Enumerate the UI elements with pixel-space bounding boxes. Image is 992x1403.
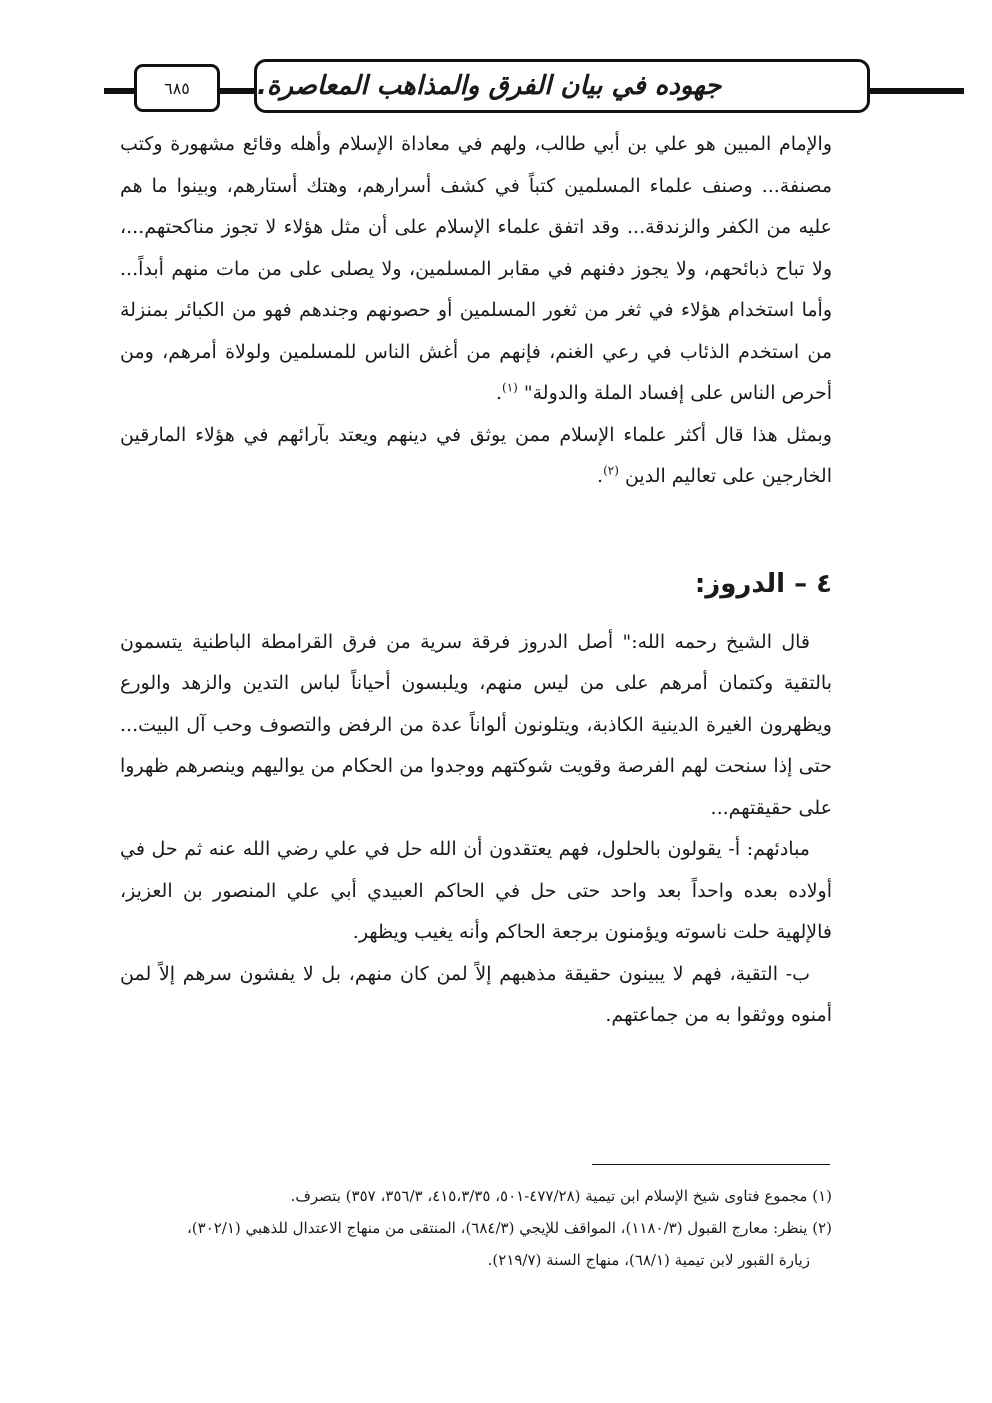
footnote-ref-2: (٢) (603, 463, 619, 478)
paragraph-principle-b: ب- التقية، فهم لا يبينون حقيقة مذهبهم إلاً لمن كان منهم، بل لا يفشون سرهم إلاً لمن أمنوه ووثقوا به من جماعتهم. (120, 962, 832, 1026)
running-title-box (254, 59, 870, 113)
paragraph-quote-continuation: والإمام المبين هو علي بن أبي طالب، ولهم في معاداة الإسلام وأهله وقائع مشهورة وكتب مصنفة... وصنف علماء المسلمين كتباً في كشف أسرارهم، وهتك أستارهم، وبينوا ما هم عليه من الكفر والزندقة... وقد اتفق علماء الإسلام على أن مثل هؤلاء لا تجوز مناكحتهم...، ولا تباح ذبائحهم، ولا يجوز دفنهم في مقابر المسلمين، ولا يصلى على من مات منهم أبداً... وأما استخدام هؤلاء في ثغر من ثغور المسلمين أو حصونهم وجندهم فهو من الكبائر بمنزلة من استخدم الذئاب في رعي الغنم، فإنهم من أغش الناس للمسلمين ولولاة أمرهم، ومن أحرص الناس على إفساد الملة والدولة" $^{(١)}$. (120, 133, 832, 404)
footnote-separator (592, 1164, 830, 1165)
paragraph-druze-origin: قال الشيخ رحمه الله:" أصل الدروز فرقة سرية من فرق القرامطة الباطنية يتسمون بالتقية وكتمان أمرهم على من ليس منهم، ويلبسون أحياناً لباس التدين والزهد والورع ويظهرون الغيرة الدينية الكاذبة، ويتلونون ألواناً عدة من الرفض والتصوف وحب آل البيت... حتى إذا سنحت لهم الفرصة وقويت شوكتهم ووجدوا من الحكام من يواليهم وينصرهم ظهروا على حقيقتهم... (120, 630, 832, 819)
running-title: جهوده في بيان الفرق والمذاهب المعاصرة. (257, 71, 722, 101)
paragraph-text: وبمثل هذا قال أكثر علماء الإسلام ممن يوثق في دينهم ويعتد بآرائهم في هؤلاء المارقين الخارجين على تعاليم الدين (120, 423, 832, 487)
footnote-ref-1: (١) (502, 380, 518, 395)
main-text (120, 124, 832, 1037)
page-number: ٦٨٥ (164, 78, 190, 98)
footnote-2-continued: زيارة القبور لابن تيمية (٦٨/١)، منهاج السنة (٢١٩/٧). (487, 1251, 810, 1269)
paragraph-principle-a: مبادئهم: أ- يقولون بالحلول، فهم يعتقدون أن الله حل في علي رضي الله عنه ثم حل في أولاده بعده واحداً بعد واحد حتى حل في الحاكم العبيدي أبي علي المنصور بن العزيز، فالإلهية حلت ناسوته ويؤمنون برجعة الحاكم وأنه يغيب ويظهر. (120, 838, 832, 943)
footnote-2: (٢) ينظر: معارج القبول (١١٨٠/٣)، المواقف للإيجي (٦٨٤/٣)، المنتقى من منهاج الاعتدال للذهبي (٣٠٢/١)، (186, 1219, 832, 1237)
page-number-box (134, 64, 220, 112)
paragraph-text: والإمام المبين هو علي بن أبي طالب، ولهم في معاداة الإسلام وأهله وقائع مشهورة وكتب مصنفة... وصنف علماء المسلمين كتباً في كشف أسرارهم، وهتك أستارهم، وبينوا ما هم عليه من الكفر والزندقة... وقد اتفق علماء الإسلام على أن مثل هؤلاء لا تجوز مناكحتهم...، ولا تباح ذبائحهم، ولا يجوز دفنهم في مقابر المسلمين، ولا يصلى على من مات منهم أبداً... وأما استخدام هؤلاء في ثغر من ثغور المسلمين أو حصونهم وجندهم فهو من الكبائر بمنزلة من استخدم الذئاب في رعي الغنم، فإنهم من أغش الناس للمسلمين ولولاة أمرهم، ومن أحرص الناس على إفساد الملة والدولة" (120, 133, 832, 404)
footnotes (120, 1180, 832, 1276)
section-heading: ٤ – الدروز: (694, 568, 832, 599)
footnote-1: (١) مجموع فتاوى شيخ الإسلام ابن تيمية (٤٧٧/٢٨-٥٠١، ٤١٥،٣/٣٥، ٣٥٦/٣، ٣٥٧) بتصرف. (290, 1187, 832, 1205)
paragraph-scholars: وبمثل هذا قال أكثر علماء الإسلام ممن يوثق في دينهم ويعتد بآرائهم في هؤلاء المارقين الخارجين على تعاليم الدين $^{(٢)}$. (120, 423, 832, 487)
